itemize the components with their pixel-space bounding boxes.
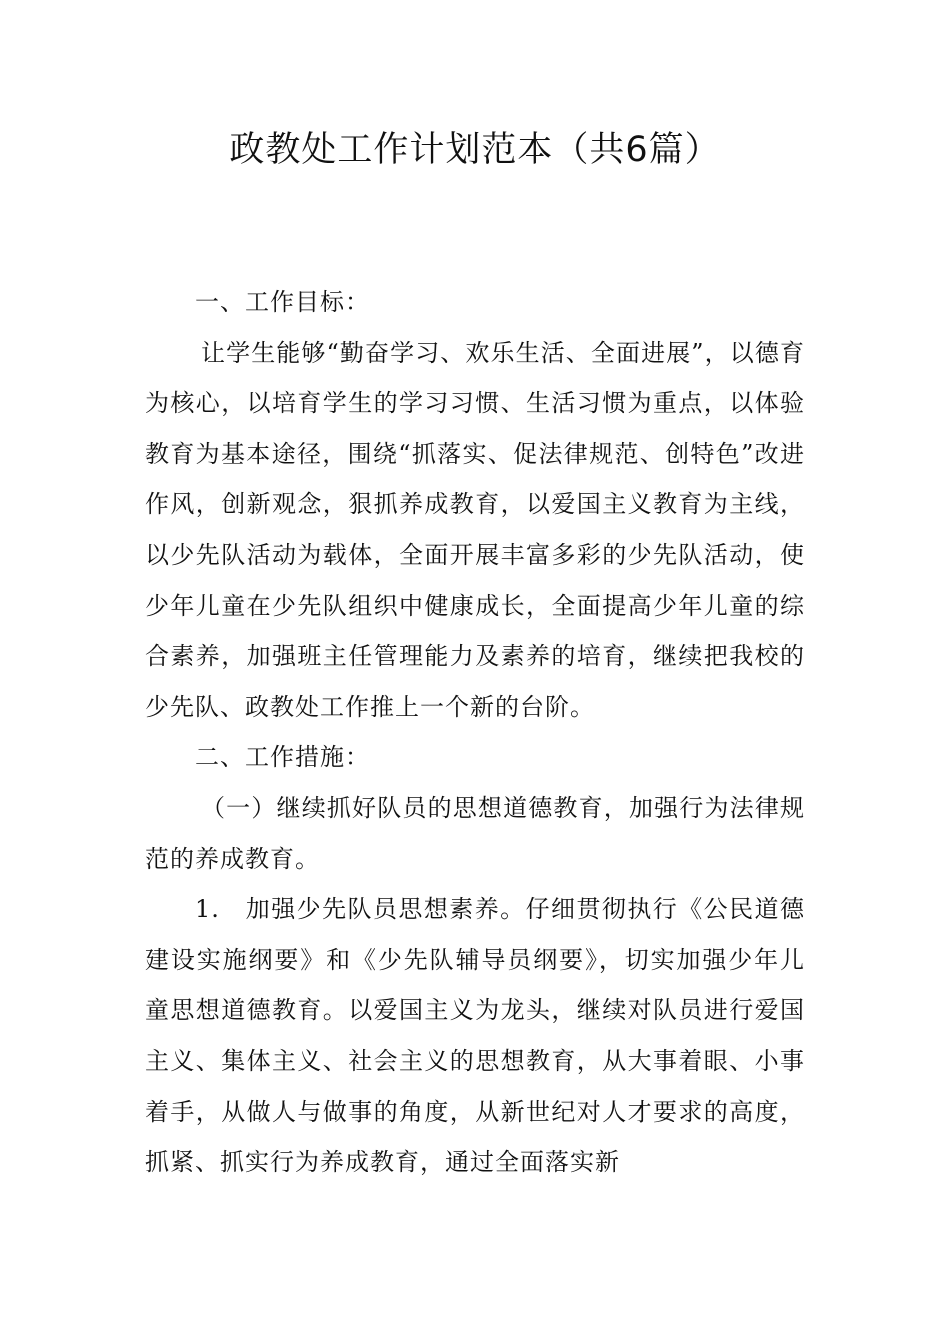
section-heading-goals: 一、工作目标：	[195, 288, 370, 316]
document-body	[145, 277, 805, 1188]
paragraph-item-1: 1. 加强少先队员思想素养。仔细贯彻执行《公民道德建设实施纲要》和《少先队辅导员纲要》，切实加强少年儿童思想道德教育。以爱国主义为龙头，继续对队员进行爱国主义、集体主义、社会主义的思想教育，从大事着眼、小事着手，从做人与做事的角度，从新世纪对人才要求的高度，抓紧、抓实行为养成教育，通过全面落实新	[145, 895, 805, 1177]
document-title: 政教处工作计划范本（共6篇）	[229, 130, 721, 170]
section-heading-measures: 二、工作措施：	[195, 743, 370, 772]
paragraph-goals: 让学生能够“勤奋学习、欢乐生活、全面进展”，以德育为核心，以培育学生的学习习惯、生活习惯为重点，以体验教育为基本途径，围绕“抓落实、促法律规范、创特色”改进作风，创新观念，狠抓养成教育，以爱国主义教育为主线，以少先队活动为载体，全面开展丰富多彩的少先队活动，使少年儿童在少先队组织中健康成长，全面提高少年儿童的综合素养，加强班主任管理能力及素养的培育，继续把我校的少先队、政教处工作推上一个新的台阶。	[145, 338, 805, 721]
subsection-heading-1: （一）继续抓好队员的思想道德教育，加强行为法律规范的养成教育。	[145, 793, 805, 873]
